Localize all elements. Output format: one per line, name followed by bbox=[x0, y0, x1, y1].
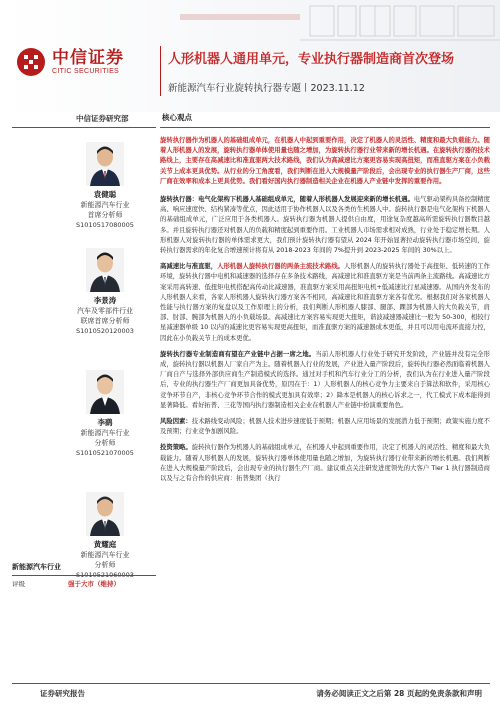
analyst-card bbox=[60, 248, 150, 336]
analyst-card bbox=[60, 142, 150, 230]
section-body: 技术路线变动风险；机器人技术进步速度低于预期；机器人应用场景的发展潜力低于预期；政策实施力度不及预期；行业竞争加剧风险。 bbox=[160, 418, 490, 436]
section-paragraph bbox=[160, 195, 490, 256]
citic-logo-icon bbox=[16, 47, 46, 77]
analyst-sidebar bbox=[0, 112, 156, 672]
brand-logo bbox=[16, 42, 156, 82]
section-lead: 旋转执行器：电气化架构下机器人基础组成单元，随着人形机器人发展迎来新的增长机遇。 bbox=[160, 196, 414, 204]
section-lead: 投资策略。 bbox=[160, 444, 192, 452]
report-title: 人形机器人通用单元，专业执行器制造商首次登场 bbox=[168, 52, 455, 67]
rating-industry: 新能源汽车行业 bbox=[12, 562, 156, 576]
section-body: 人形机器人的旋转执行器处于高扭矩、低转速的工作环境，旋转执行器中电机和减速器的选择存在多条技术路线，高减速比和准直驱方案是当前两条主流路线。高减速比方案采用高转速、低扭矩电机搭配高传动比减速器，准直驱方案采用高扭矩电机+低减速比行星减速器。从国内外发布的人形机器人来看，各家人形机器人旋转执行器方案各不相同，高减速比和准直驱方案各有优劣。根据我们对各家机器人性能与执行器方案的复盘以及工作原理上的分析，我们判断人形机器人膝部、腿部、踝部为机器人的大负载关节，肩部、肘部、腕部为机器人的小负载场景。高减速比方案容易实现更大扭矩，谐波减速器减速比一般为 50-300，相较行星减速器单级 10 以内的减速比更容易实现更高扭矩，而准直驱方案的减速器成本更低，并且可以用电流环直接力控，因此在小负载关节上的成本更优。 bbox=[160, 263, 490, 342]
header-divider bbox=[160, 46, 161, 96]
analyst-name: 李景涛 bbox=[93, 296, 117, 305]
analyst-title: 联席首席分析师 bbox=[80, 317, 130, 325]
section-paragraph bbox=[160, 443, 490, 484]
analyst-name: 袁健聪 bbox=[93, 190, 117, 199]
industry-rating bbox=[12, 562, 156, 588]
analyst-license-id: S1010521070005 bbox=[76, 449, 134, 457]
section-body: 电气驱动架构具备控制精度高、响应速度快、结构紧凑等优点，因此适用于协作机器人以及各类仿生机器人中。旋转执行器是电气化架构下机器人的基础组成单元，广泛应用于各类机器人。旋转执行器为机器人提供自由度，用途复杂度越高所需旋转执行器数目越多。并且旋转执行器还对机器人的负载和精度起到重要作用。工业机器人市场需求相对成熟，行业处于稳定增长期。人形机器人对旋转执行器的单体需求更大，我们预计旋转执行器有望从 2024 年开始显著拉动旋转执行器市场空间，旋转执行器需求的年化复合增速预计将有从 2018-2023 年间的 7%提升到 2023-2025 年间的 30%以上。 bbox=[160, 196, 490, 255]
analyst-title: 首席分析师 bbox=[87, 211, 123, 219]
section-paragraph bbox=[160, 417, 490, 437]
analyst-avatar bbox=[86, 142, 124, 186]
analyst-role: 新能源汽车行业 bbox=[80, 551, 130, 559]
analyst-license-id: S1010521060003 bbox=[76, 571, 134, 579]
core-views bbox=[160, 112, 490, 672]
analyst-license-id: S1010520120003 bbox=[76, 327, 134, 335]
analyst-role: 汽车及零部件行业 bbox=[77, 307, 133, 315]
main-divider bbox=[160, 127, 490, 128]
core-views-content bbox=[160, 136, 490, 490]
analyst-avatar bbox=[86, 492, 124, 536]
analyst-role: 新能源汽车行业 bbox=[80, 429, 130, 437]
core-views-heading: 核心观点 bbox=[162, 113, 192, 122]
summary-paragraph: 旋转执行器作为机器人的基础组成单元，在机器人中起到重要作用，决定了机器人的灵活性、精度和最大负载能力。随着人形机器人的发展，旋转执行器单体使用量也随之增加，为旋转执行器行业带来新的增长机遇。在旋转执行器的技术路线上，主要存在高减速比和准直驱两大技术路线，我们认为高减速比方案更容易实现高扭矩，而准直驱方案在小负载关节上成本更具优势。从行业的分工角度看，我们判断在进入大规模量产阶段后，会出现专业的执行器生产厂商，这些厂商在效率和成本上更具优势。我们看好国内执行器制造相关企业在机器人产业链中发挥的重要作用。 bbox=[160, 137, 490, 185]
footer-divider bbox=[12, 683, 490, 684]
section-highlight: 人形机器人旋转执行器的两条主流技术路线。 bbox=[217, 263, 345, 271]
analyst-title: 分析师 bbox=[94, 561, 116, 569]
section-lead: 风险因素： bbox=[160, 418, 192, 426]
section-lead: 旋转执行器专业制造商有望在产业链中占据一席之地。 bbox=[160, 350, 316, 358]
sidebar-divider bbox=[12, 127, 156, 128]
rating-label: 评级 bbox=[12, 580, 25, 588]
analyst-role: 新能源汽车行业 bbox=[80, 201, 130, 209]
analyst-license-id: S1010517080005 bbox=[76, 221, 134, 229]
analyst-avatar bbox=[86, 370, 124, 414]
report-subtitle: 新能源汽车行业旋转执行器专题丨2023.11.12 bbox=[168, 83, 365, 94]
section-body: 当前人形机器人行业处于研究开发阶段，产业链并没有完全形成，旋转执行器以机器人厂家自产为主。随着机器人行业的发展，产业进入量产阶段后，旋转执行器必然面临着机器人厂商自产与选择外部供应商生产制造模式的选择。通过对手机和汽车行业分工的分析，我们认为在行业进入量产阶段后，专业的执行器生产厂商更加具备优势，原因在于：1）人形机器人的核心竞争力主要来自于算法和软件，采用核心竞争环节自产，非核心竞争环节合作的模式更加具有效率；2）降本是机器人的核心诉求之一，代工模式下成本能得到显著降低。看好拓普、三花等国内执行器制造相关企业在机器人产业链中扮演重要角色。 bbox=[160, 350, 490, 409]
analyst-title: 分析师 bbox=[94, 439, 116, 447]
research-dept-heading: 中信证券研究部 bbox=[76, 114, 129, 123]
section-paragraph bbox=[160, 350, 490, 411]
section-paragraph bbox=[160, 262, 490, 344]
footer-disclaimer: 请务必阅读正文之后第 28 页起的免责条款和声明 bbox=[316, 689, 482, 698]
analyst-name: 黄耀庭 bbox=[93, 540, 117, 549]
section-body: 旋转执行器作为机器人的基础组成单元，在机器人中起到重要作用，决定了机器人的灵活性、精度和最大负载能力。随着人形机器人的发展，旋转执行器单体使用量也随之增加，为旋转执行器行业带来新的增长机遇。我们判断在进入大规模量产阶段后，会出现专业的执行器生产厂商。建议重点关注研发进度领先的大客户 Tier 1 执行器制造商以及与之有合作的供应商：拓普集团（执行 bbox=[160, 444, 490, 483]
brand-name-en: CITIC SECURITIES bbox=[52, 67, 120, 75]
analyst-name: 李鹞 bbox=[97, 418, 113, 427]
analyst-card bbox=[60, 370, 150, 458]
report-header bbox=[0, 0, 500, 112]
rating-value: 强于大市（维持） bbox=[68, 580, 120, 588]
footer-report-type: 证券研究报告 bbox=[40, 689, 85, 698]
brand-name-cn: 中信证券 bbox=[52, 47, 124, 68]
section-lead: 高减速比与准直驱， bbox=[160, 263, 218, 271]
analyst-avatar bbox=[86, 248, 124, 292]
